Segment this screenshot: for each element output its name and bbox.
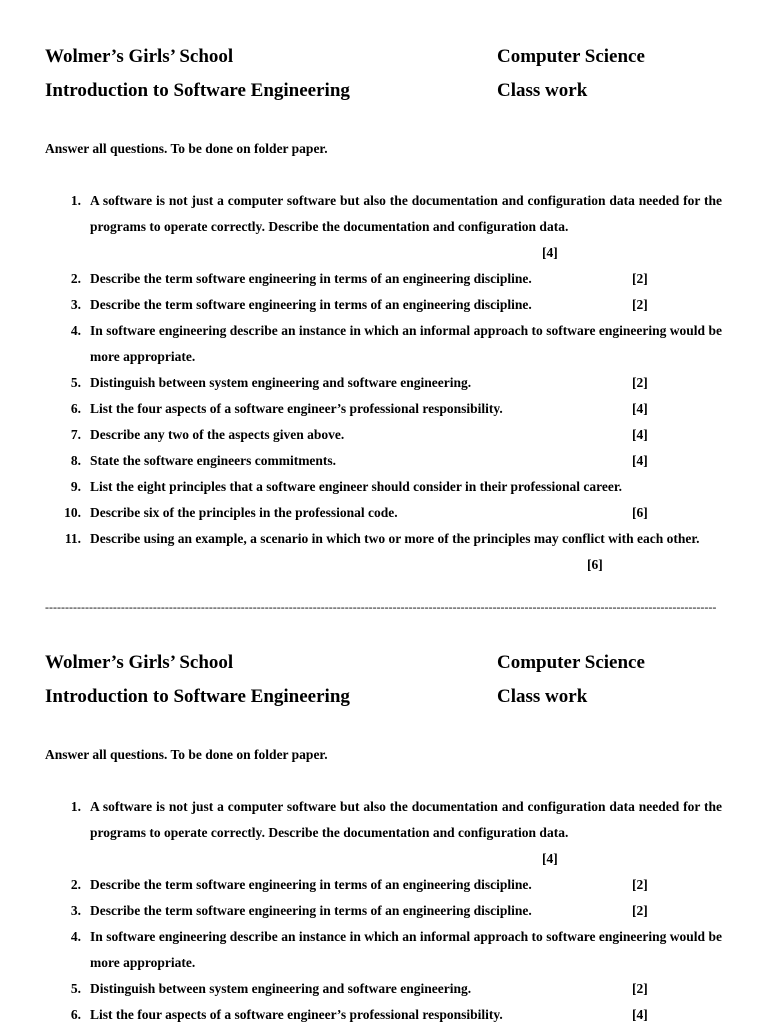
question-text: Describe any two of the aspects given above.	[90, 427, 345, 442]
question-number: 8.	[70, 453, 81, 468]
school-name: Wolmer’s Girls’ School	[45, 46, 234, 67]
question-item	[45, 924, 722, 976]
instructions: Answer all questions. To be done on folder paper.	[45, 141, 328, 156]
question-item	[45, 898, 722, 924]
school-name: Wolmer’s Girls’ School	[45, 652, 234, 673]
question-text: Describe the term software engineering in terms of an engineering discipline.	[90, 903, 532, 918]
question-number: 10.	[64, 505, 81, 520]
question-marks: [4]	[542, 245, 558, 260]
question-marks: [2]	[632, 981, 648, 996]
question-number: 9.	[70, 479, 81, 494]
question-text: Describe the term software engineering in terms of an engineering discipline.	[90, 271, 532, 286]
question-text: A software is not just a computer software but also the documentation and configuration data needed for the programs to operate correctly. Describe the documentation and configuration data.	[90, 193, 722, 234]
question-text: Describe using an example, a scenario in which two or more of the principles may conflict with each other.	[90, 531, 700, 546]
question-number: 4.	[70, 323, 81, 338]
question-item	[45, 188, 722, 260]
question-marks: [4]	[632, 1007, 648, 1022]
question-marks: [2]	[632, 903, 648, 918]
question-marks: [4]	[632, 427, 648, 442]
question-item	[45, 318, 722, 370]
question-text: Describe six of the principles in the professional code.	[90, 505, 398, 520]
course-title: Introduction to Software Engineering	[45, 686, 350, 707]
question-text: List the eight principles that a software engineer should consider in their professional career.	[90, 479, 622, 494]
question-marks: [4]	[632, 401, 648, 416]
question-number: 4.	[70, 929, 81, 944]
question-item	[45, 872, 722, 898]
question-item	[45, 794, 722, 866]
question-text: In software engineering describe an instance in which an informal approach to software engineering would be more appropriate.	[90, 929, 722, 970]
question-text: Distinguish between system engineering and software engineering.	[90, 375, 472, 390]
question-item	[45, 422, 722, 448]
question-number: 6.	[70, 401, 81, 416]
question-text: Describe the term software engineering in terms of an engineering discipline.	[90, 297, 532, 312]
question-marks: [4]	[542, 851, 558, 866]
question-text: A software is not just a computer software but also the documentation and configuration data needed for the programs to operate correctly. Describe the documentation and configuration data.	[90, 799, 722, 840]
instructions: Answer all questions. To be done on folder paper.	[45, 747, 328, 762]
question-number: 2.	[70, 877, 81, 892]
question-text: Describe the term software engineering in terms of an engineering discipline.	[90, 877, 532, 892]
question-marks: [2]	[632, 375, 648, 390]
question-item	[45, 1002, 722, 1028]
subject-title: Computer Science	[497, 46, 645, 67]
question-item	[45, 474, 722, 500]
question-number: 3.	[70, 903, 81, 918]
question-item	[45, 370, 722, 396]
question-item	[45, 266, 722, 292]
question-item	[45, 448, 722, 474]
work-type: Class work	[497, 80, 588, 101]
question-number: 7.	[70, 427, 81, 442]
question-number: 2.	[70, 271, 81, 286]
question-number: 5.	[70, 375, 81, 390]
question-marks: [2]	[632, 877, 648, 892]
question-number: 6.	[70, 1007, 81, 1022]
question-number: 3.	[70, 297, 81, 312]
subject-title: Computer Science	[497, 652, 645, 673]
question-number: 5.	[70, 981, 81, 996]
question-item	[45, 526, 722, 572]
question-number: 11.	[64, 531, 81, 546]
question-item	[45, 396, 722, 422]
question-number: 1.	[70, 799, 81, 814]
question-text: In software engineering describe an instance in which an informal approach to software engineering would be more appropriate.	[90, 323, 722, 364]
question-marks: [6]	[587, 557, 603, 572]
question-item	[45, 976, 722, 1002]
question-text: State the software engineers commitments.	[90, 453, 337, 468]
work-type: Class work	[497, 686, 588, 707]
question-text: Distinguish between system engineering and software engineering.	[90, 981, 472, 996]
course-title: Introduction to Software Engineering	[45, 80, 350, 101]
question-marks: [4]	[632, 453, 648, 468]
question-text: List the four aspects of a software engineer’s professional responsibility.	[90, 1007, 503, 1022]
question-number: 1.	[70, 193, 81, 208]
page-divider: ------------------------------------------------------------------------------------------------------------------------------------------------------------------------	[45, 600, 717, 614]
question-marks: [6]	[632, 505, 648, 520]
question-item	[45, 500, 722, 526]
question-text: List the four aspects of a software engineer’s professional responsibility.	[90, 401, 503, 416]
question-marks: [2]	[632, 271, 648, 286]
question-marks: [2]	[632, 297, 648, 312]
question-item	[45, 292, 722, 318]
